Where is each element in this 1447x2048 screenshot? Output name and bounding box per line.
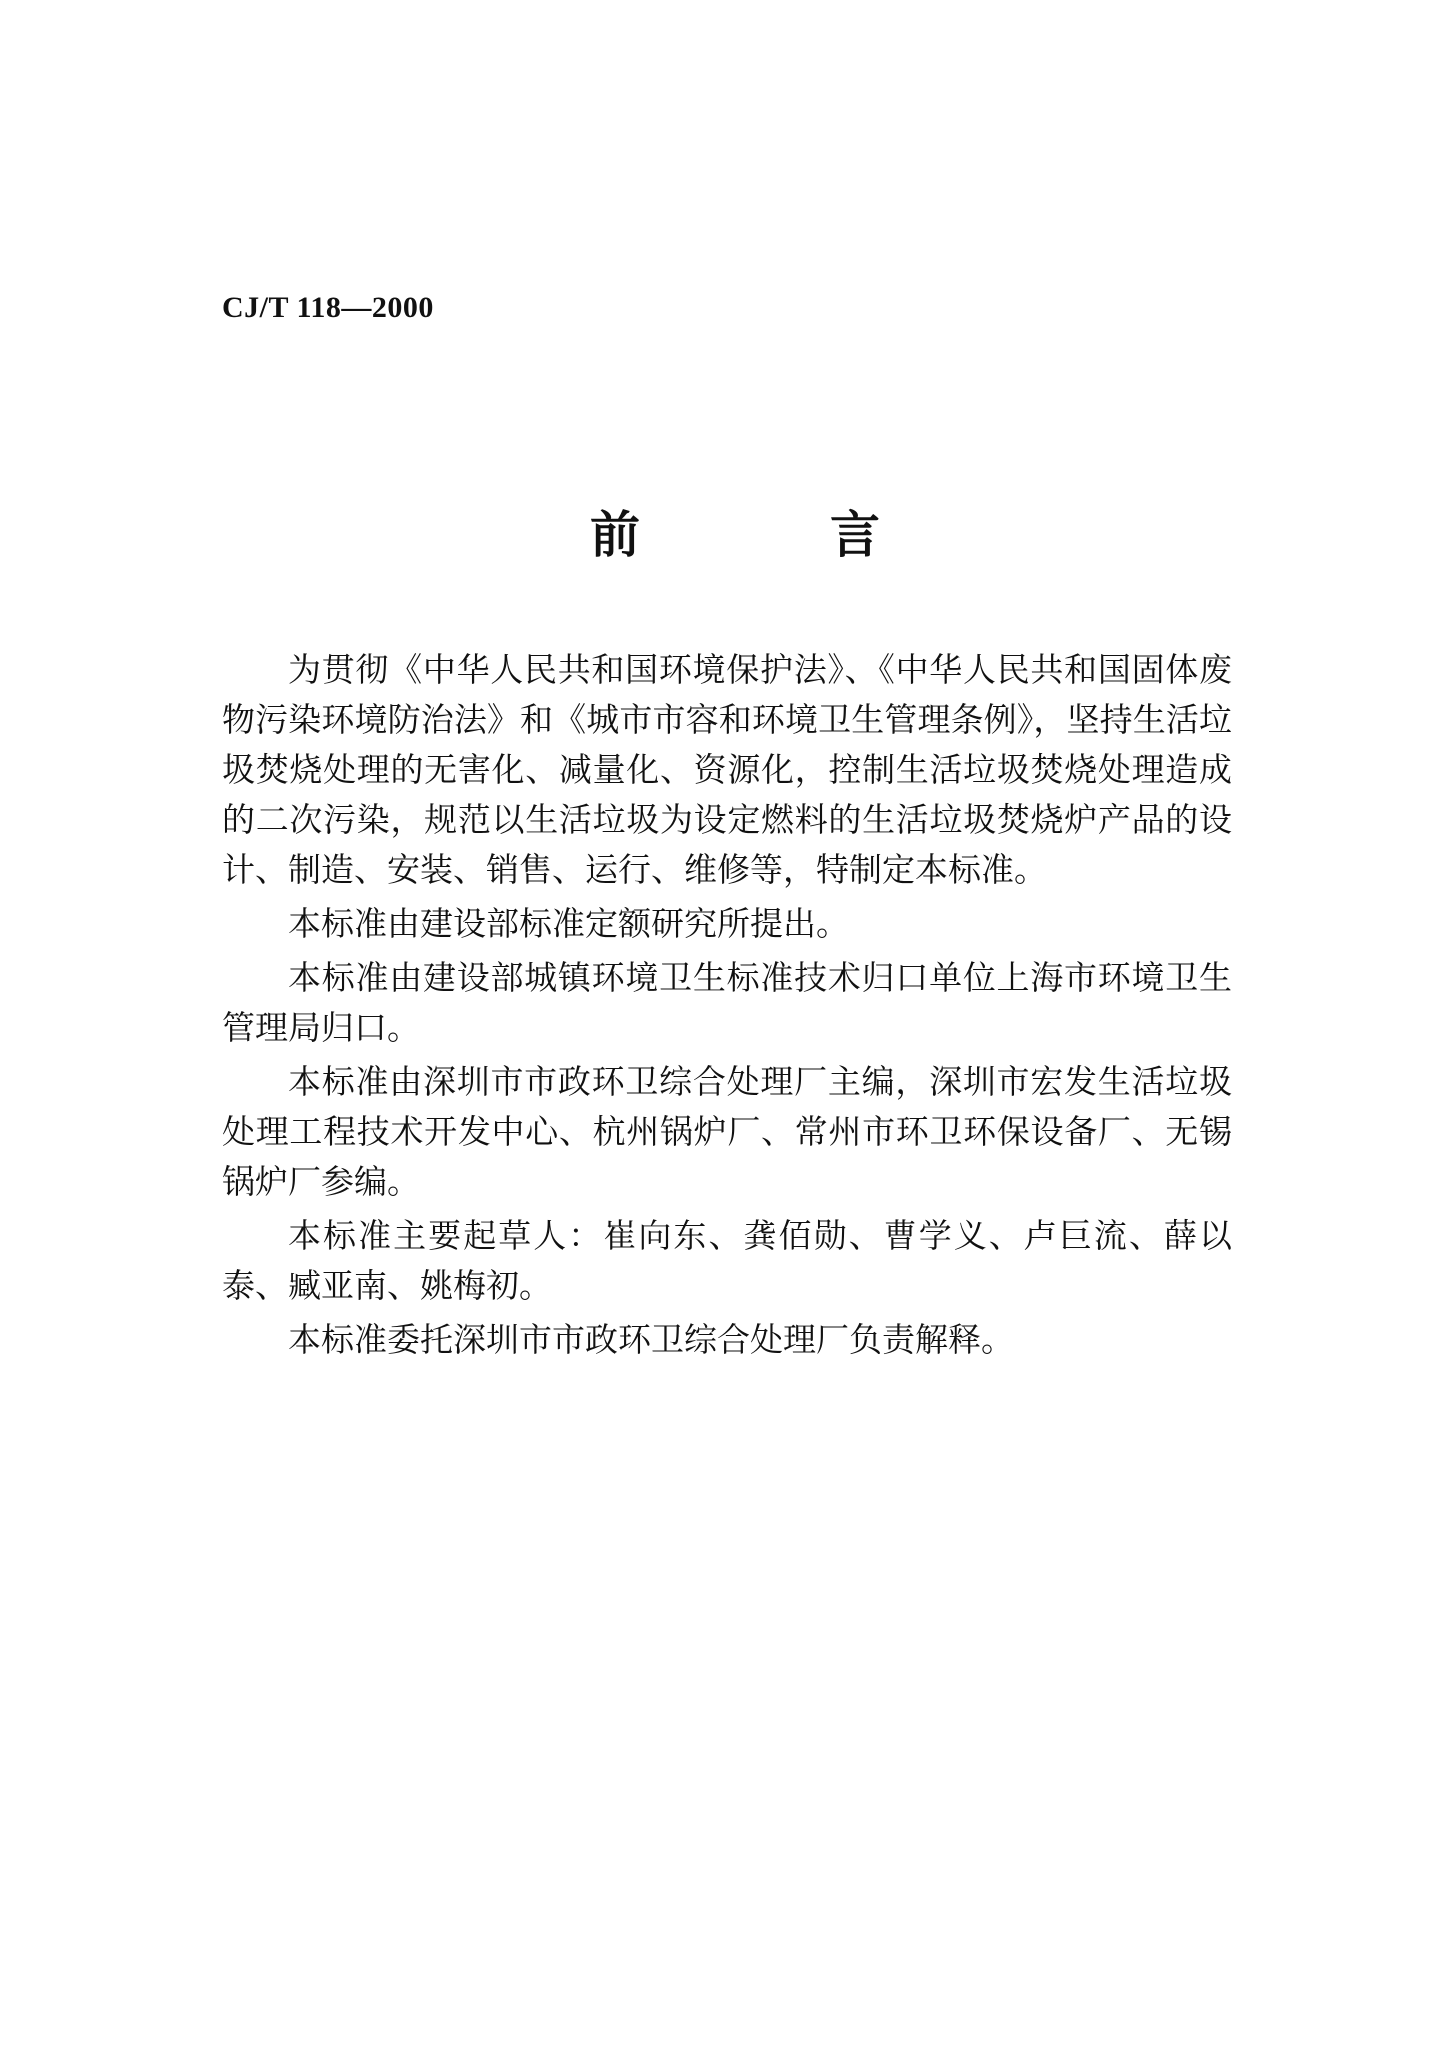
paragraph-editors: 本标准由深圳市市政环卫综合处理厂主编，深圳市宏发生活垃圾处理工程技术开发中心、杭州锅炉厂、常州市环卫环保设备厂、无锡锅炉厂参编。: [222, 1062, 1232, 1201]
paragraph-purpose: 为贯彻《中华人民共和国环境保护法》、《中华人民共和国固体废物污染环境防治法》和《城市市容和环境卫生管理条例》，坚持生活垃圾焚烧处理的无害化、减量化、资源化，控制生活垃圾焚烧处理造成的二次污染，规范以生活垃圾为设定燃料的生活垃圾焚烧炉产品的设计、制造、安装、销售、运行、维修等，特制定本标准。: [222, 650, 1232, 889]
standard-code: CJ/T 118—2000: [222, 291, 434, 324]
page-title: [590, 505, 880, 565]
paragraph-administrator: 本标准由建设部城镇环境卫生标准技术归口单位上海市环境卫生管理局归口。: [222, 958, 1232, 1047]
paragraph-proposer: 本标准由建设部标准定额研究所提出。: [288, 904, 849, 943]
paragraph-drafters: 本标准主要起草人：崔向东、龚佰勋、曹学义、卢巨流、薛以泰、臧亚南、姚梅初。: [222, 1216, 1232, 1305]
title-char-2: 言: [830, 506, 880, 564]
paragraph-interpretation: 本标准委托深圳市市政环卫综合处理厂负责解释。: [288, 1320, 1014, 1359]
title-char-1: 前: [590, 506, 640, 564]
foreword-body: [222, 645, 1232, 1369]
